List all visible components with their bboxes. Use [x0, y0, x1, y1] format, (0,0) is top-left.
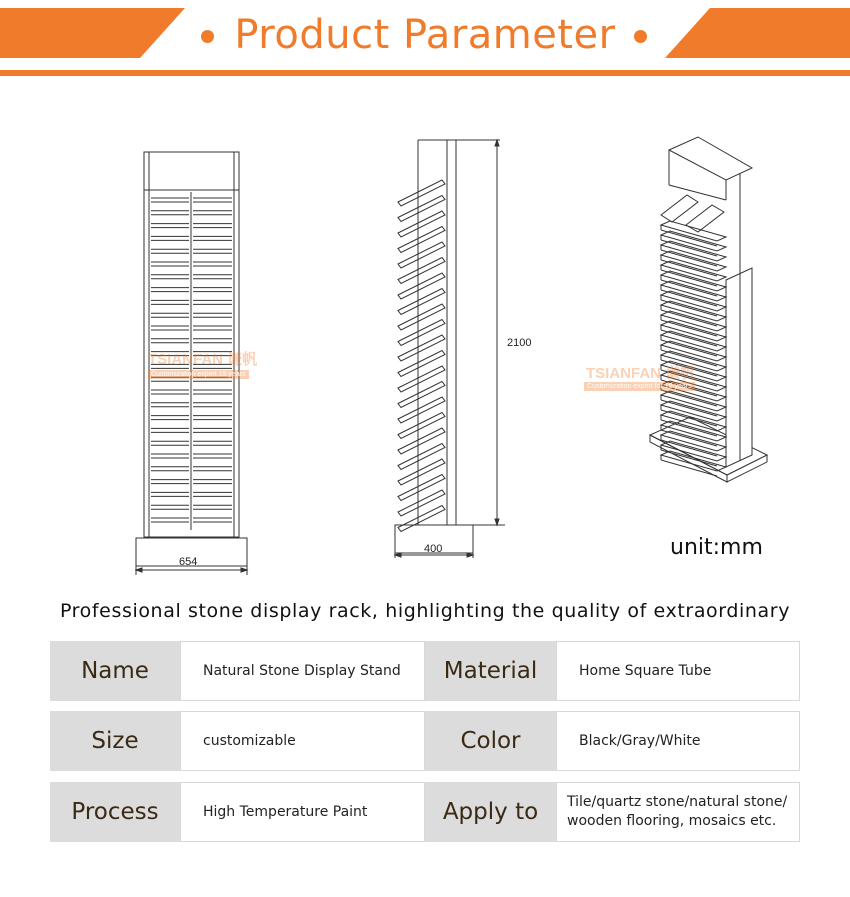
param-value: Natural Stone Display Stand: [180, 641, 425, 701]
side-depth-label: 400: [424, 543, 443, 555]
front-width-label: 654: [179, 556, 198, 568]
unit-label: unit:mm: [670, 535, 763, 560]
param-value: Black/Gray/White: [556, 711, 800, 771]
bullet-right-icon: [634, 30, 647, 43]
header-banner: [0, 0, 850, 80]
param-label: Process: [50, 782, 180, 842]
param-label: Size: [50, 711, 180, 771]
watermark-tagline-front: Customization expert 15 years: [148, 370, 249, 379]
param-label: Apply to: [425, 782, 556, 842]
watermark-tagline-perspective: Customization expert for 15 years: [584, 382, 695, 391]
drawings-area: [0, 80, 850, 590]
perspective-view-drawing: [650, 137, 767, 482]
param-label: Color: [425, 711, 556, 771]
param-value: Home Square Tube: [556, 641, 800, 701]
height-label: 2100: [507, 337, 532, 349]
param-value: customizable: [180, 711, 425, 771]
param-row: [50, 782, 800, 842]
param-label: Material: [425, 641, 556, 701]
watermark-brand-perspective: TSIANFAN 谦帆: [586, 365, 696, 382]
param-value: High Temperature Paint: [180, 782, 425, 842]
page-title: Product Parameter: [234, 12, 616, 58]
side-view-drawing: [395, 140, 505, 558]
param-row: [50, 711, 800, 771]
product-subtitle: Professional stone display rack, highlighting the quality of extraordinary: [59, 600, 791, 622]
rack-drawings: [0, 80, 850, 590]
param-value: Tile/quartz stone/natural stone/ wooden flooring, mosaics etc.: [556, 782, 800, 842]
watermark-brand-front: TSIANFAN 谦帆: [148, 351, 258, 368]
param-row: [50, 641, 800, 701]
param-label: Name: [50, 641, 180, 701]
